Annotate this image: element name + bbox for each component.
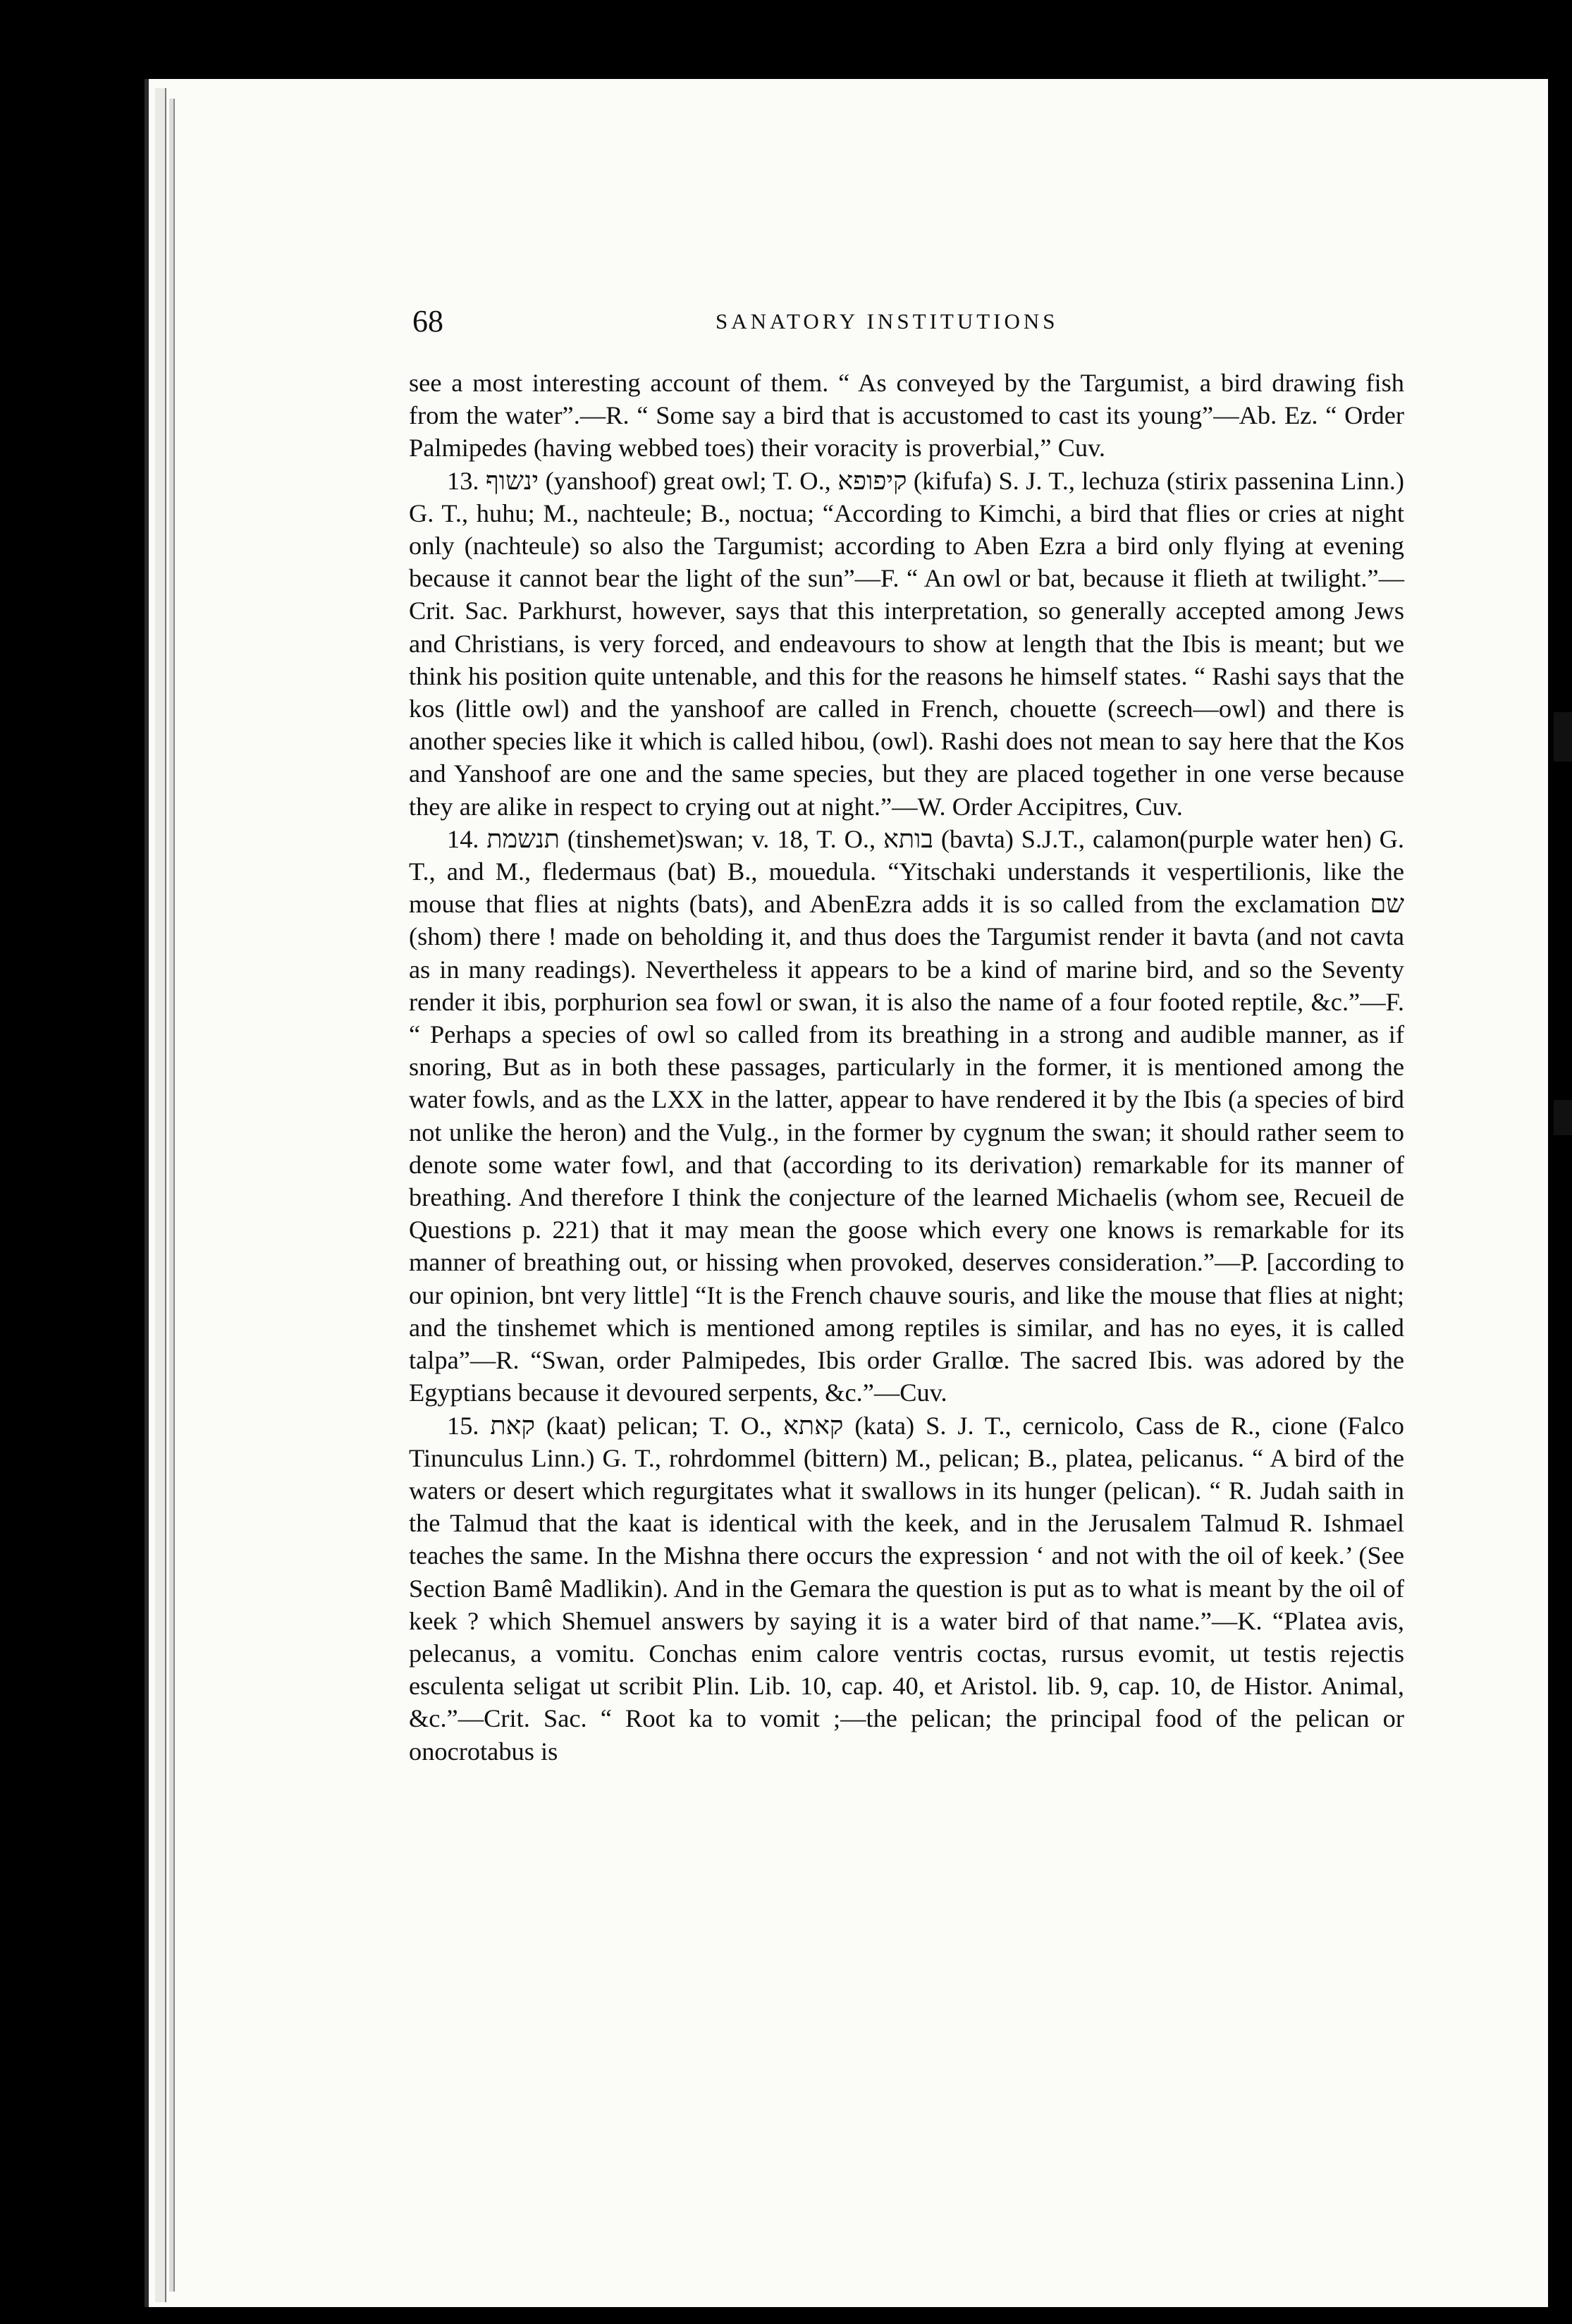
- body-text: [409, 367, 1404, 1768]
- margin-mark: [1554, 1100, 1572, 1135]
- running-head: SANATORY INSTITUTIONS: [716, 309, 1059, 334]
- paragraph: 15. קאת (kaat) pelican; T. O., קאתא (kata) S. J. T., cernicolo, Cass de R., cione (Falco Tinunculus Linn.) G. T., rohrdommel (bittern) M., pelican; B., platea, pelicanus. “ A bird of the waters or desert which regurgitates what it swallows in its hunger (pelican). “ R. Judah saith in the Talmud that the kaat is identical with the keek, and in the Jerusalem Talmud R. Ishmael teaches the same. In the Mishna there occurs the expression ‘ and not with the oil of keek.’ (See Section Bamê Madlikin). And in the Gemara the question is put as to what is meant by the oil of keek ? which Shemuel answers by saying it is a water bird of that name.”—K. “Platea avis, pelecanus, a vomitu. Conchas enim calore ventris coctas, rursus evomit, ut testis rejectis esculenta seligat ut scribit Plin. Lib. 10, cap. 40, et Aristol. lib. 9, cap. 10, de Histor. Animal, &c.”—Crit. Sac. “ Root ka to vomit ;—the pelican; the principal food of the pelican or onocrotabus is: [409, 1411, 1404, 1766]
- page-number: 68: [412, 304, 443, 338]
- page-edge-inner: [169, 99, 175, 2292]
- paragraph: see a most interesting account of them. “ As conveyed by the Targumist, a bird drawing fish from the water”.—R. “ Some say a bird that is accustomed to cast its young”—Ab. Ez. “ Order Palmipedes (having webbed toes) their voracity is proverbial,” Cuv.: [409, 369, 1404, 463]
- page-edge: [155, 88, 166, 2302]
- margin-mark: [1554, 712, 1572, 762]
- paragraph: 13. ינשוף (yanshoof) great owl; T. O., קיפופא (kifufa) S. J. T., lechuza (stirix passenina Linn.) G. T., huhu; M., nachteule; B., noctua; “According to Kimchi, a bird that flies or cries at night only (nachteule) so also the Targumist; according to Aben Ezra a bird only flying at evening because it cannot bear the light of the sun”—F. “ An owl or bat, because it flieth at twilight.”—Crit. Sac. Parkhurst, however, says that this interpretation, so generally accepted among Jews and Christians, is very forced, and endeavours to show at length that the Ibis is meant; but we think his position quite untenable, and this for the reasons he himself states. “ Rashi says that the kos (little owl) and the yanshoof are called in French, chouette (screech—owl) and there is another species like it which is called hibou, (owl). Rashi does not mean to say here that the Kos and Yanshoof are one and the same species, but they are placed together in one verse because they are alike in respect to crying out at night.”—W. Order Accipitres, Cuv.: [409, 466, 1404, 821]
- paragraph: 14. תנשמת (tinshemet)swan; v. 18, T. O., בותא (bavta) S.J.T., calamon(purple water hen) G. T., and M., fledermaus (bat) B., mouedula. “Yitschaki understands it vespertilionis, like the mouse that flies at nights (bats), and AbenEzra adds it is so called from the exclamation שם (shom) there ! made on beholding it, and thus does the Targumist render it bavta (and not cavta as in many readings). Nevertheless it appears to be a kind of marine bird, and so the Seventy render it ibis, porphurion sea fowl or swan, it is also the name of a four footed reptile, &c.”—F. “ Perhaps a species of owl so called from its breathing in a strong and audible manner, as if snoring, But as in both these passages, particularly in the former, it is mentioned among the water fowls, and as the LXX in the latter, appear to have rendered it by the Ibis (a species of bird not unlike the heron) and the Vulg., in the former by cygnum the swan; it should rather seem to denote some water fowl, and that (according to its derivation) remarkable for its manner of breathing. And therefore I think the conjecture of the learned Michaelis (whom see, Recueil de Questions p. 221) that it may mean the goose which every one knows is remarkable for its manner of breathing out, or hissing when provoked, deserves consideration.”—P. [according to our opinion, bnt very little] “It is the French chauve souris, and like the mouse that flies at night; and the tinshemet which is mentioned among reptiles is similar, and has no eyes, it is called talpa”—R. “Swan, order Palmipedes, Ibis order Grallœ. The sacred Ibis. was adored by the Egyptians because it devoured serpents, &c.”—Cuv.: [409, 824, 1404, 1407]
